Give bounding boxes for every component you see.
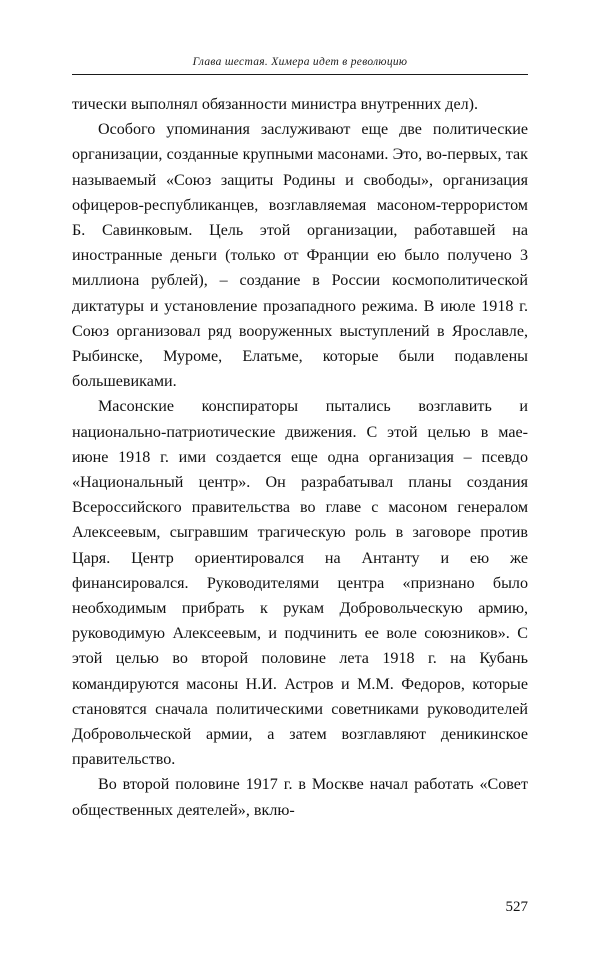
page-header xyxy=(72,56,528,75)
running-title: Глава шестая. Химера идет в революцию xyxy=(192,56,408,68)
paragraph-1: тически выполнял обязанности министра внутренних дел). xyxy=(72,96,479,113)
header-divider xyxy=(72,74,528,75)
body-text xyxy=(72,92,528,823)
paragraph-3: Масонские конспираторы пытались возглавить и национально-патриотические движения. С этой целью в мае-июне 1918 г. ими создается еще одна организация – псевдо «Национальный центр». Он разрабатывал планы создания Всероссийского правительства во главе с масоном генералом Алексеевым, сыгравшим трагическую роль в заговоре против Царя. Центр ориентировался на Антанту и ею же финансировался. Руководителями центра «признано было необходимым прибрать к рукам Добровольческую армию, руководимую Алексеевым, и подчинить ее воле союзников». С этой целью во второй половине лета 1918 г. на Кубань командируются масоны Н.И. Астров и М.М. Федоров, которые становятся сначала политическими советниками руководителей Добровольческой армии, а затем возглавляют деникинское правительство. xyxy=(72,398,528,769)
paragraph-2: Особого упоминания заслуживают еще две политические организации, созданные крупными масонами. Это, во-первых, так называемый «Союз защиты Родины и свободы», организация офицеров-республиканцев, возглавляемая масоном-террористом Б. Савинковым. Цель этой организации, работавшей на иностранные деньги (только от Франции ею было получено 3 миллиона рублей), – создание в России космополитической диктатуры и установление прозападного режима. В июле 1918 г. Союз организовал ряд вооруженных выступлений в Ярославле, Рыбинске, Муроме, Елатьме, которые были подавлены большевиками. xyxy=(72,121,528,391)
paragraph-4: Во второй половине 1917 г. в Москве начал работать «Совет общественных деятелей», вклю- xyxy=(72,776,528,819)
page-number: 527 xyxy=(505,899,528,915)
page-footer xyxy=(72,899,528,916)
